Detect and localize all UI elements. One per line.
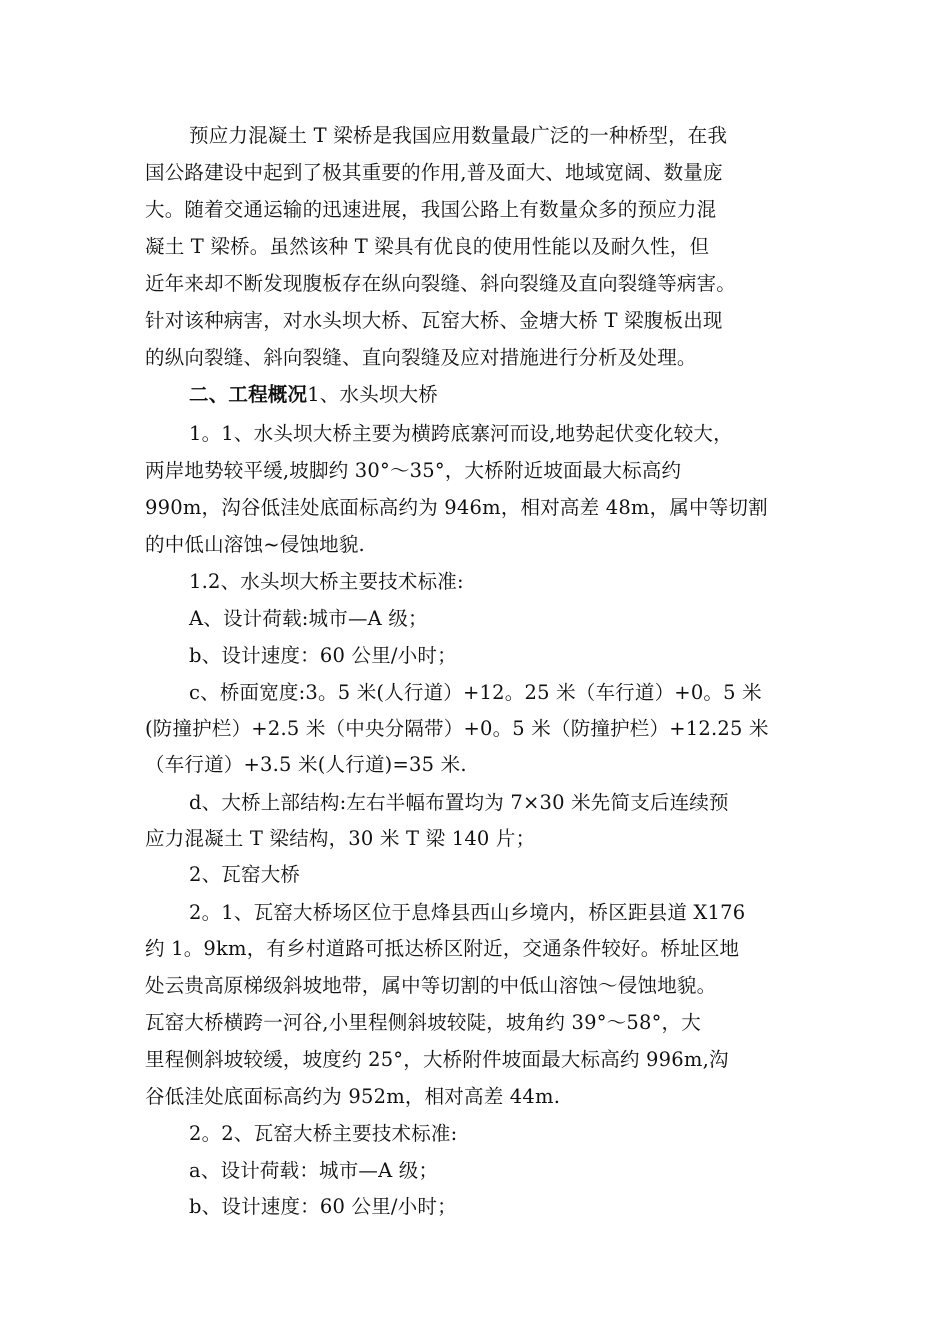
bridge1-deck-width-line: (防撞护栏）+2.5 米（中央分隔带）+0。5 米（防撞护栏）+12.25 米 (145, 717, 769, 740)
bridge1-deck-width-line: c、桥面宽度:3。5 米(人行道）+12。25 米（车行道）+0。5 米 (189, 681, 762, 704)
bridge2-paragraph-line: 谷低洼处底面标高约为 952m，相对高差 44m. (145, 1085, 561, 1108)
bridge1-paragraph-line: 两岸地势较平缓,坡脚约 30°～35°，大桥附近坡面最大标高约 (145, 459, 682, 482)
bridge1-paragraph-line: 990m，沟谷低洼处底面标高约为 946m，相对高差 48m，属中等切割 (145, 496, 768, 519)
intro-line: 预应力混凝土 T 梁桥是我国应用数量最广泛的一种桥型，在我 (189, 124, 728, 147)
intro-line: 国公路建设中起到了极其重要的作用,普及面大、地域宽阔、数量庞 (145, 161, 723, 184)
bridge2-design-load: a、设计荷载：城市—A 级； (189, 1159, 439, 1182)
bridge1-deck-width-line: （车行道）+3.5 米(人行道)=35 米. (145, 753, 467, 776)
bridge2-paragraph-line: 处云贵高原梯级斜坡地带，属中等切割的中低山溶蚀～侵蚀地貌。 (145, 974, 717, 997)
bridge2-design-speed: b、设计速度：60 公里/小时； (189, 1195, 457, 1218)
bridge1-structure-line: d、大桥上部结构:左右半幅布置均为 7×30 米先简支后连续预 (189, 791, 729, 814)
section-subheading: 1、水头坝大桥 (307, 383, 439, 406)
bridge2-paragraph-line: 2。1、瓦窑大桥场区位于息烽县西山乡境内，桥区距县道 X176 (189, 901, 746, 924)
bridge1-design-load: A、设计荷载:城市—A 级； (189, 607, 428, 630)
intro-line: 近年来却不断发现腹板存在纵向裂缝、斜向裂缝及直向裂缝等病害。 (145, 272, 737, 295)
intro-line: 凝土 T 梁桥。虽然该种 T 梁具有优良的使用性能以及耐久性，但 (145, 235, 710, 258)
bridge1-structure-line: 应力混凝土 T 梁结构，30 米 T 梁 140 片； (145, 827, 536, 850)
bridge2-standards-title: 2。2、瓦窑大桥主要技术标准: (189, 1122, 458, 1145)
bridge1-paragraph-line: 的中低山溶蚀~侵蚀地貌. (145, 533, 365, 556)
bridge2-paragraph-line: 里程侧斜坡较缓，坡度约 25°，大桥附件坡面最大标高约 996m,沟 (145, 1048, 729, 1071)
section-heading: 二、工程概况 (189, 383, 308, 406)
bridge2-paragraph-line: 瓦窑大桥横跨一河谷,小里程侧斜坡较陡，坡角约 39°～58°，大 (145, 1011, 701, 1034)
intro-line: 针对该种病害，对水头坝大桥、瓦窑大桥、金塘大桥 T 梁腹板出现 (145, 309, 723, 332)
intro-line: 的纵向裂缝、斜向裂缝、直向裂缝及应对措施进行分析及处理。 (145, 346, 697, 369)
intro-line: 大。随着交通运输的迅速进展，我国公路上有数量众多的预应力混 (145, 198, 717, 221)
bridge1-standards-title: 1.2、水头坝大桥主要技术标准: (189, 570, 464, 593)
bridge2-heading: 2、瓦窑大桥 (189, 863, 301, 886)
section-heading-line (189, 382, 438, 408)
bridge2-paragraph-line: 约 1。9km，有乡村道路可抵达桥区附近，交通条件较好。桥址区地 (145, 937, 740, 960)
bridge1-design-speed: b、设计速度：60 公里/小时； (189, 644, 457, 667)
bridge1-paragraph-line: 1。1、水头坝大桥主要为横跨底寨河而设,地势起伏变化较大， (189, 422, 733, 445)
